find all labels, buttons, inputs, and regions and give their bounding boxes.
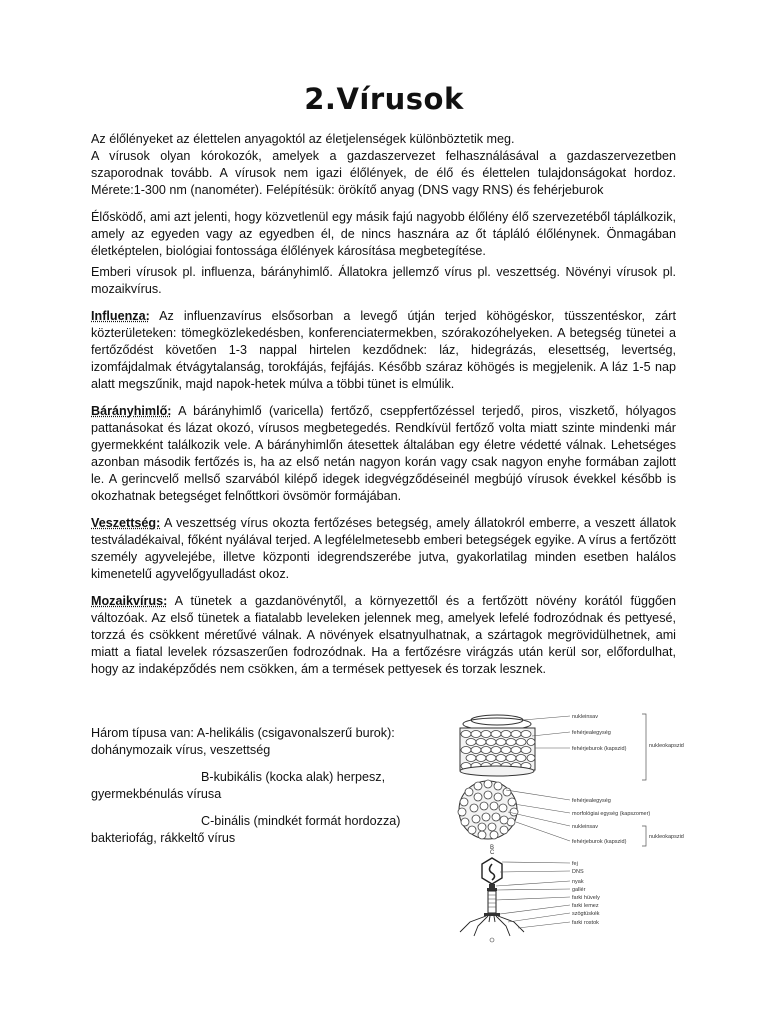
rabies-term: Veszettség:	[91, 516, 161, 530]
phage-label-2: DNS	[572, 869, 584, 875]
document-body	[91, 131, 676, 678]
type-c: C-binális (mindkét formát hordozza)	[201, 814, 401, 828]
rabies-paragraph	[91, 515, 676, 583]
helical-virus-drawing	[460, 714, 684, 780]
phage-label-3: nyak	[572, 879, 584, 885]
phage-label-8: farki rostok	[572, 920, 599, 926]
virus-types	[91, 725, 416, 847]
phage-label-1: fej	[572, 861, 578, 867]
type-c-cont: bakteriofág, rákkeltő vírus	[91, 831, 236, 845]
cubic-virus-drawing	[458, 780, 684, 851]
phage-label-4: gallér	[572, 887, 586, 893]
rabies-text: A veszettség vírus okozta fertőzéses betegség, amely állatokról emberre, a veszett állatok testváladékaival, főként nyálával terjed. A legfélelmetesebb emberi betegségek egyike. A vírus a fertőzött személy agyvelejébe, illetve központi idegrendszerébe jutva, gyakorlatilag minden esetben halálos kimenetelű agyvelőgyulladást okoz.	[91, 516, 676, 581]
influenza-paragraph	[91, 308, 676, 393]
chickenpox-text: A bárányhimlő (varicella) fertőző, cseppfertőzéssel terjedő, piros, viszkető, hólyagos pattanásokat és lázat okozó, vírusos megbetegedés. Rendkívül fertőző volta miatt szinte mindenki már gyermekként találkozik vele. A bárányhimlőn átesettek általában egy életre védetté válnak. Lehetséges azonban második fertőzés is, ha az első netán nagyon korán vagy csak nagyon enyhe formában zajlott le. A gerincvelő mellső szarvából kilépő idegek idegvégződéseinél megbújó vírusok évekkel később is okozhatnak betegséget felnőttkori övsömör formájában.	[91, 404, 676, 503]
cubic-group-label: nukleokapszid	[649, 834, 684, 840]
phage-label-5: farki hüvely	[572, 895, 600, 901]
helical-label-1: nukleinsav	[572, 714, 598, 720]
cubic-label-2: morfológiai egység (kapszomer)	[572, 811, 651, 817]
virus-structure-figure	[420, 700, 720, 945]
cubic-letter: B	[490, 845, 495, 851]
page-title: 2.Vírusok	[304, 82, 464, 116]
influenza-text: Az influenzavírus elsősorban a levegő útján terjed köhögéskor, tüsszentéskor, zárt közterületeken: tömegközlekedésben, konferenciatermekben, szórakozóhelyeken. A betegség tünetei a fertőződést követően 1-3 nappal hirtelen kezdődnek: láz, hidegrázás, elesettség, levertség, izomfájdalmak étvágytalanság, torokfájás, fejfájás. Később száraz köhögés is megjelenik. A láz 1-5 nap alatt megszűnik, majd napok-hetek múlva a többi tünet is elmúlik.	[91, 309, 676, 391]
mosaic-text: A tünetek a gazdanövénytől, a környezettől és a fertőzött növény korától függően változóak. Az első tünetek a fiatalabb leveleken jelennek meg, amelyek lefelé fodrozódnak és pettyesé, torzzá és csökkent méretűvé válnak. A növények elsatnyulhatnak, a szártagok megrövidülhetnek, ami miatt a fiatal levelek rózsaszerűen fodrozódnak. Ha a fertőzésre virágzás után kerül sor, előfordulhat, hogy az indaképződés nem csökken, ám a termések pettyesek és torzak lesznek.	[91, 594, 676, 676]
chickenpox-term: Bárányhimlő:	[91, 404, 172, 418]
parasite-paragraph: Élősködő, ami azt jelenti, hogy közvetlenül egy másik fajú nagyobb élőlény élő szervezetéből táplálkozik, amely az egyeden vagy az egyedben él, de nincs hasznára az őt tápláló élőlénynek. Önmagában életképtelen, biológiai fontossága élőlények károsítása megbetegítése.	[91, 210, 676, 258]
bacteriophage-drawing	[460, 850, 600, 942]
cubic-label-4: fehérjeburok (kapszid)	[572, 839, 627, 845]
helical-label-2: fehérjealegység	[572, 730, 611, 736]
phage-label-6: farki lemez	[572, 903, 599, 909]
cubic-label-3: nukleinsav	[572, 824, 598, 830]
intro-paragraph: A vírusok olyan kórokozók, amelyek a gazdaszervezet felhasználásával a gazdaszervezetben szaporodnak tovább. A vírusok nem igazi élőlények, de élő és élettelen tulajdonságokat hordoz. Mérete:1-300 nm (nanométer). Felépítésük: örökítő anyag (DNS vagy RNS) és fehérjeburok	[91, 149, 676, 197]
chickenpox-paragraph	[91, 403, 676, 505]
mosaic-term: Mozaikvírus:	[91, 594, 168, 608]
type-b: B-kubikális (kocka alak) herpesz,	[201, 770, 386, 784]
cubic-label-1: fehérjealegység	[572, 798, 611, 804]
influenza-term: Influenza:	[91, 309, 150, 323]
examples-paragraph: Emberi vírusok pl. influenza, bárányhimlő. Állatokra jellemző vírus pl. veszettség. Növényi vírusok pl. mozaikvírus.	[91, 265, 676, 296]
intro-line-1: Az élőlényeket az élettelen anyagoktól az életjelenségek különböztetik meg.	[91, 132, 515, 146]
type-b-cont: gyermekbénulás vírusa	[91, 787, 222, 801]
phage-label-7: szögtüskék	[572, 911, 600, 917]
helical-label-3: fehérjeburok (kapszid)	[572, 746, 627, 752]
helical-group-label: nukleokapszid	[649, 743, 684, 749]
mosaic-paragraph	[91, 593, 676, 678]
phage-letter: C	[490, 850, 495, 856]
types-intro: Három típusa van: A-helikális (csigavonalszerű burok): dohánymozaik vírus, veszettség	[91, 726, 395, 757]
